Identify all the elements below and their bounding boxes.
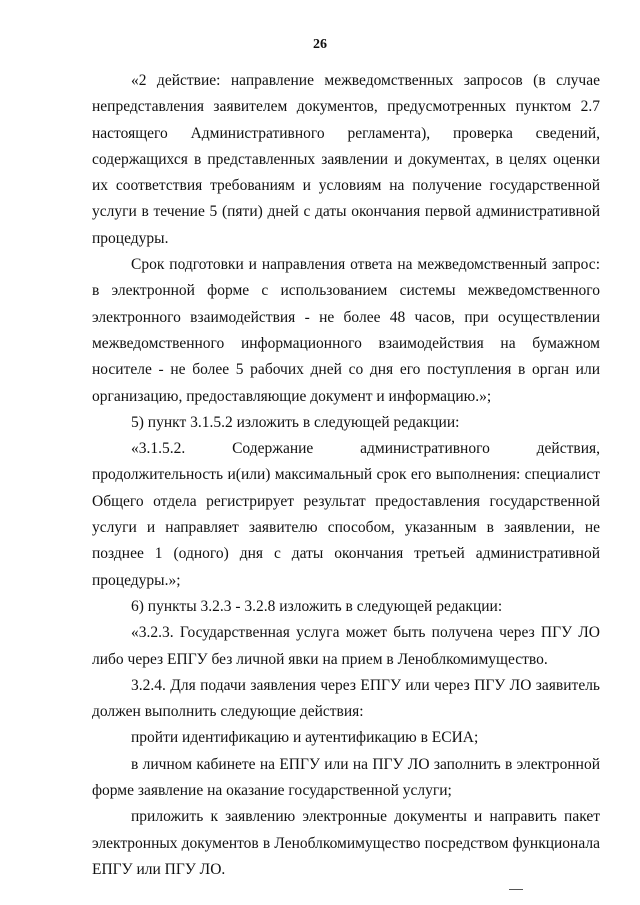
page-number: 26 xyxy=(313,37,327,52)
paragraph-3-2-4: 3.2.4. Для подачи заявления через ЕПГУ или через ПГУ ЛО заявитель должен выполнить следующие действия: xyxy=(92,676,600,721)
paragraph-item-5: 5) пункт 3.1.5.2 изложить в следующей редакции: xyxy=(131,413,460,431)
paragraph-attach-step: приложить к заявлению электронные документы и направить пакет электронных документов в Леноблкомимущество посредством функционала ЕПГУ или ПГУ ЛО. xyxy=(92,808,600,878)
paragraph-action-2: «2 действие: направление межведомственных запросов (в случае непредставления заявителем документов, предусмотренных пунктом 2.7 настоящего Административного регламента), проверка сведений, содержащихся в представленных заявлении и документах, в целях оценки их соответствия требованиям и условиям на получение государственной услуги в течение 5 (пяти) дней с даты окончания первой административной процедуры. xyxy=(92,72,600,247)
scan-mark xyxy=(509,889,523,890)
document-body xyxy=(92,68,600,883)
paragraph-esia-step: пройти идентификацию и аутентификацию в ЕСИА; xyxy=(131,729,479,747)
paragraph-3-2-3: «3.2.3. Государственная услуга может быть получена через ПГУ ЛО либо через ЕПГУ без личной явки на прием в Леноблкомимущество. xyxy=(92,624,600,668)
paragraph-3-1-5-2: «3.1.5.2. Содержание административного действия, продолжительность и(или) максимальный срок его выполнения: специалист Общего отдела регистрирует результат предоставления государственной услуги и направляет заявителю способом, указанным в заявлении, не позднее 1 (одного) дня с даты окончания третьей административной процедуры.»; xyxy=(92,440,600,589)
paragraph-item-6: 6) пункты 3.2.3 - 3.2.8 изложить в следующей редакции: xyxy=(131,597,503,615)
paragraph-cabinet-step: в личном кабинете на ЕПГУ или на ПГУ ЛО заполнить в электронной форме заявление на оказание государственной услуги; xyxy=(92,755,600,800)
paragraph-response-deadline: Срок подготовки и направления ответа на межведомственный запрос: в электронной форме с использованием системы межведомственного электронного взаимодействия - не более 48 часов, при осуществлении межведомственного информационного взаимодействия на бумажном носителе - не более 5 рабочих дней со дня его поступления в орган или организацию, предоставляющие документ и информацию.»; xyxy=(92,256,600,405)
